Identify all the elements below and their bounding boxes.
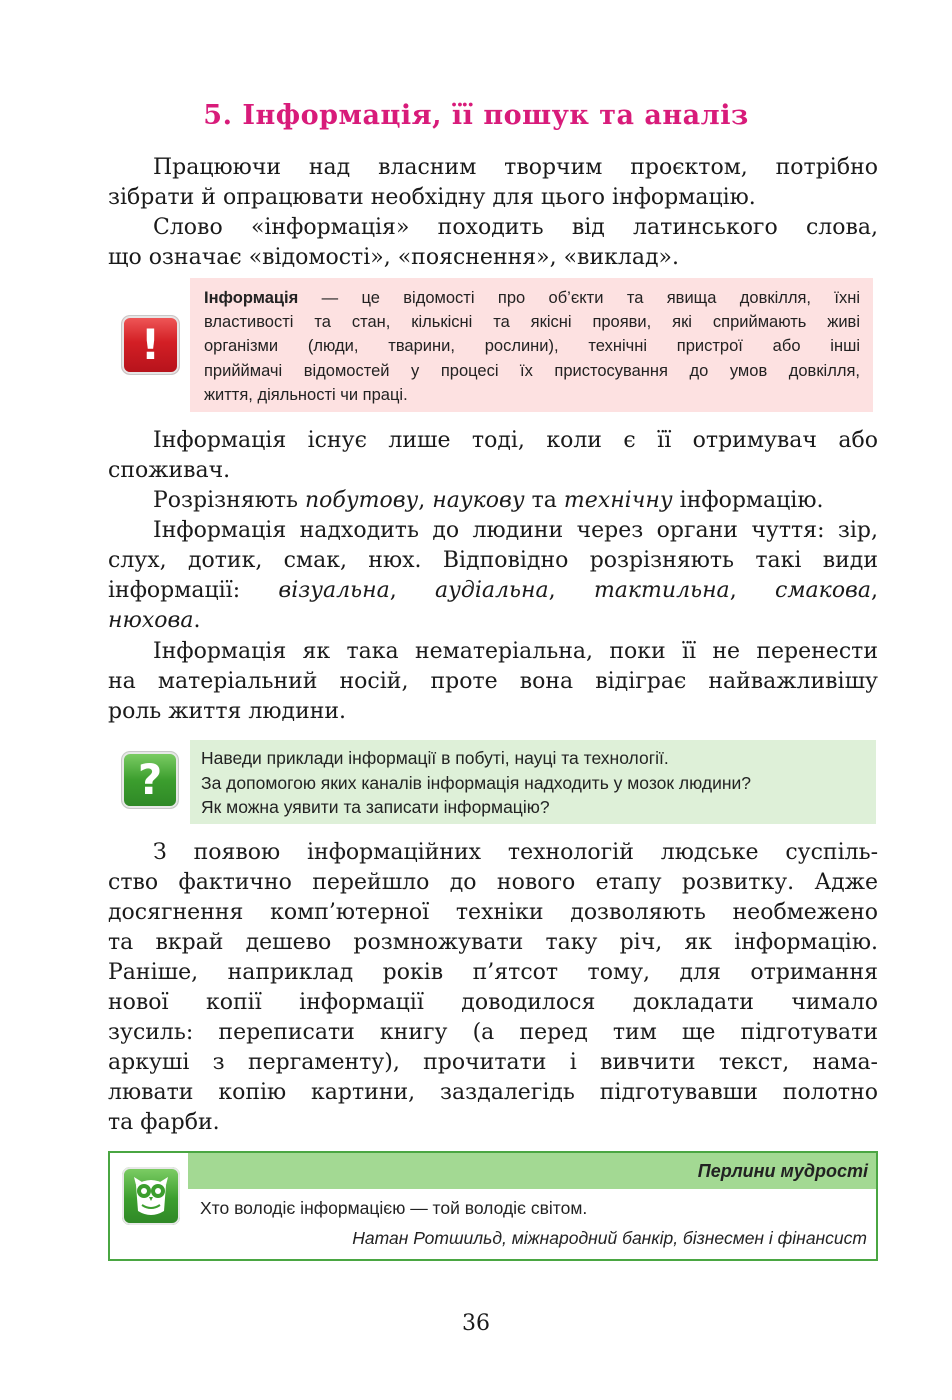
wisdom-quote: Хто володіє інформацією — той володіє світом. (200, 1198, 588, 1218)
definition-text: Інформація — це відомості про об’єкти та явища довкілля, їхні властивості та стан, кількісні та якісні прояви, які сприймають живі організми (люди, тварини, рослини), технічні пристрої або інші прийймачі відомостей у процесі їх пристосування до умов довкілля, життя, діяльності чи праці. (204, 289, 860, 404)
exclamation-icon: ! (122, 316, 179, 374)
paragraph-3: Інформація існує лише тоді, коли є її отримувач або споживач. (108, 428, 878, 483)
page-title: 5. Інформація, її пошук та аналіз (203, 100, 749, 131)
paragraph-4: Розрізняють побутову, наукову та технічну інформацію. (153, 488, 824, 513)
page-number: 36 (462, 1311, 490, 1336)
question-item: Наведи приклади інформації в побуті, науці та технології. (201, 748, 669, 768)
wisdom-box (108, 1151, 878, 1261)
owl-icon (122, 1167, 180, 1225)
questions-list (201, 746, 751, 820)
paragraph-5: Інформація надходить до людини через органи чуття: зір, слух, дотик, смак, нюх. Відповідно розрізняють такі види інформації: візуальна, аудіальна, тактильна, смакова, нюхова. (108, 518, 878, 633)
wisdom-heading: Перлини мудрості (697, 1161, 868, 1181)
question-item: Як можна уявити та записати інформацію? (201, 797, 550, 817)
question-item: За допомогою яких каналів інформація надходить у мозок людини? (201, 772, 752, 793)
definition-box (190, 278, 873, 412)
definition-term: Інформація (204, 289, 299, 307)
intro-paragraph-1: Працюючи над власним творчим проєктом, потрібно зібрати й опрацювати необхідну для цього інформацію. (108, 155, 878, 210)
intro-paragraph-2: Слово «інформація» походить від латинського слова, що означає «відомості», «пояснення», «виклад». (108, 215, 878, 270)
wisdom-author: Натан Ротшильд, міжнародний банкір, бізнесмен і фінансист (352, 1228, 867, 1248)
paragraph-6: Інформація як така нематеріальна, поки її не перенести на матеріальний носій, проте вона відіграє найважливішу роль життя людини. (108, 639, 878, 724)
questions-box (190, 740, 876, 824)
question-icon: ? (122, 752, 178, 808)
wisdom-header (188, 1153, 876, 1189)
paragraph-7: З появою інформаційних технологій людське суспіль- ство фактично перейшло до нового етапу розвитку. Адже досягнення комп’ютерної техніки дозволяють необмежено та вкрай дешево розмножувати таку річ, як інформацію. Раніше, наприклад років п’ятсот тому, для отримання нової копії інформації доводилося докладати чимало зусиль: переписати книгу (а перед тим ще підготувати аркуші з пергаменту), прочитати і вивчити текст, нама- лювати копію картини, заздалегідь підготувавши полотно та фарби. (108, 840, 878, 1135)
